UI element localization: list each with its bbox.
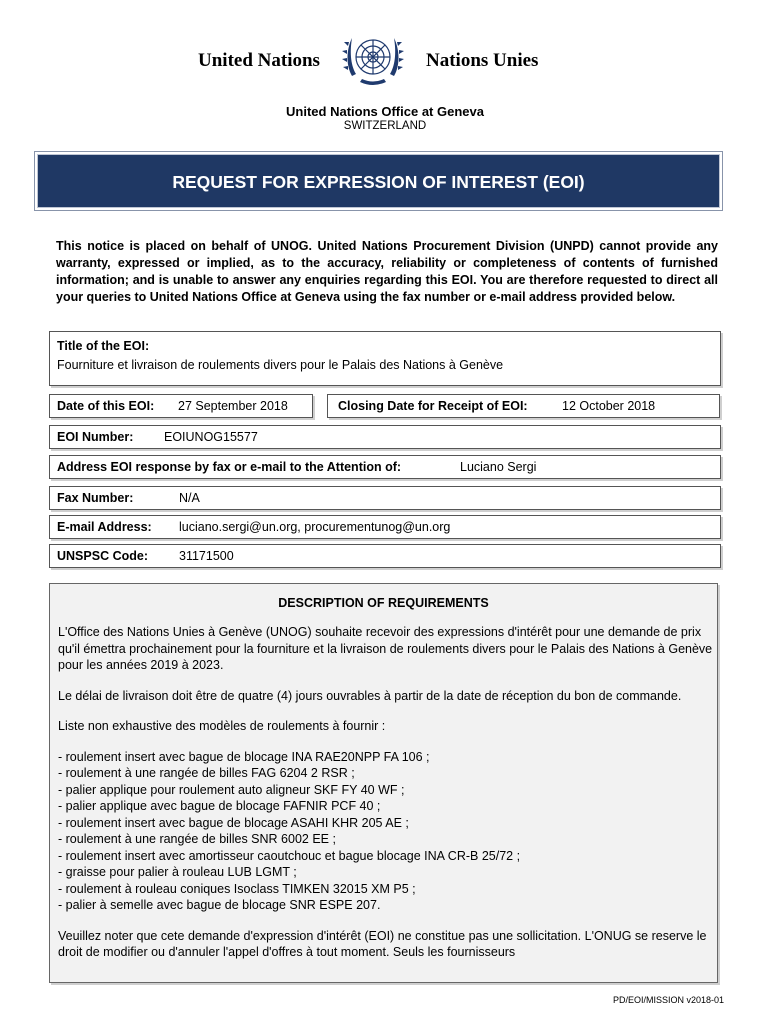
unspsc-box: [49, 544, 721, 568]
description-paragraph: L'Office des Nations Unies à Genève (UNOG) souhaite recevoir des expressions d'intérêt pour une demande de prix qu'il émettra prochainement pour la fourniture et la livraison de roulements divers pour le Palais des Nations à Genève pour les années 2019 à 2023.: [58, 625, 713, 672]
description-body: [58, 624, 713, 975]
list-item: - graisse pour palier à rouleau LUB LGMT ;: [58, 865, 297, 879]
footer-version: PD/EOI/MISSION v2018-01: [612, 995, 724, 1005]
email-box: [49, 515, 721, 539]
unspsc-label: UNSPSC Code:: [57, 549, 148, 563]
description-paragraph: Le délai de livraison doit être de quatre (4) jours ouvrables à partir de la date de réception du bon de commande.: [58, 688, 682, 703]
bearing-list: [58, 749, 713, 914]
description-paragraph: Liste non exhaustive des modèles de roulements à fournir :: [58, 719, 386, 733]
address-box: [49, 455, 721, 479]
eoi-date-box: [49, 394, 313, 418]
eoi-title-value: Fourniture et livraison de roulements divers pour le Palais des Nations à Genève: [57, 358, 504, 372]
description-paragraph: Veuillez noter que cete demande d'expression d'intérêt (EOI) ne constitue pas une sollicitation. L'ONUG se reserve le droit de modifier ou d'annuler l'appel d'offres à tout moment. Seuls les fournisseurs: [58, 928, 707, 959]
country-name: SWITZERLAND: [343, 120, 427, 132]
description-box: [49, 583, 718, 983]
office-name: United Nations Office at Geneva: [286, 104, 484, 119]
address-label: Address EOI response by fax or e-mail to the Attention of:: [57, 460, 402, 474]
eoi-date-value: 27 September 2018: [178, 399, 288, 413]
org-name-fr: Nations Unies: [426, 50, 539, 71]
title-banner: [37, 154, 720, 208]
org-name-en: United Nations: [198, 50, 320, 71]
fax-label: Fax Number:: [57, 491, 134, 505]
list-item: - roulement à une rangée de billes SNR 6002 EE ;: [58, 832, 336, 846]
document-title: REQUEST FOR EXPRESSION OF INTEREST (EOI): [172, 172, 585, 192]
notice-paragraph: This notice is placed on behalf of UNOG. United Nations Procurement Division (UNPD) cannot provide any warranty, expressed or implied, as to the accuracy, reliability or completeness of contents of furnished information; and is unable to answer any enquiries regarding this EOI. You are therefore requested to direct all your queries to United Nations Office at Geneva using the fax number or e-mail address provided below.: [56, 239, 718, 304]
list-item: - roulement à une rangée de billes FAG 6204 2 RSR ;: [58, 766, 355, 780]
unspsc-value: 31171500: [179, 549, 234, 563]
closing-date-label: Closing Date for Receipt of EOI:: [338, 399, 528, 413]
list-item: - palier à semelle avec bague de blocage SNR ESPE 207.: [58, 898, 381, 912]
eoi-number-value: EOIUNOG15577: [164, 430, 258, 444]
address-value: Luciano Sergi: [460, 460, 537, 474]
eoi-number-label: EOI Number:: [57, 430, 134, 444]
list-item: - roulement insert avec bague de blocage ASAHI KHR 205 AE ;: [58, 815, 409, 830]
eoi-number-box: [49, 425, 721, 449]
description-title: DESCRIPTION OF REQUIREMENTS: [278, 596, 489, 610]
fax-value: N/A: [179, 491, 200, 505]
list-item: - roulement insert avec amortisseur caoutchouc et bague blocage INA CR-B 25/72 ;: [58, 848, 521, 863]
eoi-title-label: Title of the EOI:: [57, 339, 150, 353]
letterhead: [0, 26, 770, 96]
list-item: - palier applique pour roulement auto aligneur SKF FY 40 WF ;: [58, 782, 405, 797]
un-emblem-icon: [338, 26, 408, 96]
email-value[interactable]: luciano.sergi@un.org, procurementunog@un.org: [179, 520, 451, 534]
fax-box: [49, 486, 721, 510]
list-item: - roulement insert avec bague de blocage INA RAE20NPP FA 106 ;: [58, 749, 430, 764]
eoi-title-box: [49, 331, 721, 386]
eoi-date-label: Date of this EOI:: [57, 399, 155, 413]
closing-date-box: [327, 394, 720, 418]
email-label: E-mail Address:: [57, 520, 152, 534]
list-item: - palier applique avec bague de blocage FAFNIR PCF 40 ;: [58, 799, 381, 813]
closing-date-value: 12 October 2018: [562, 399, 656, 413]
list-item: - roulement à rouleau coniques Isoclass TIMKEN 32015 XM P5 ;: [58, 881, 416, 896]
